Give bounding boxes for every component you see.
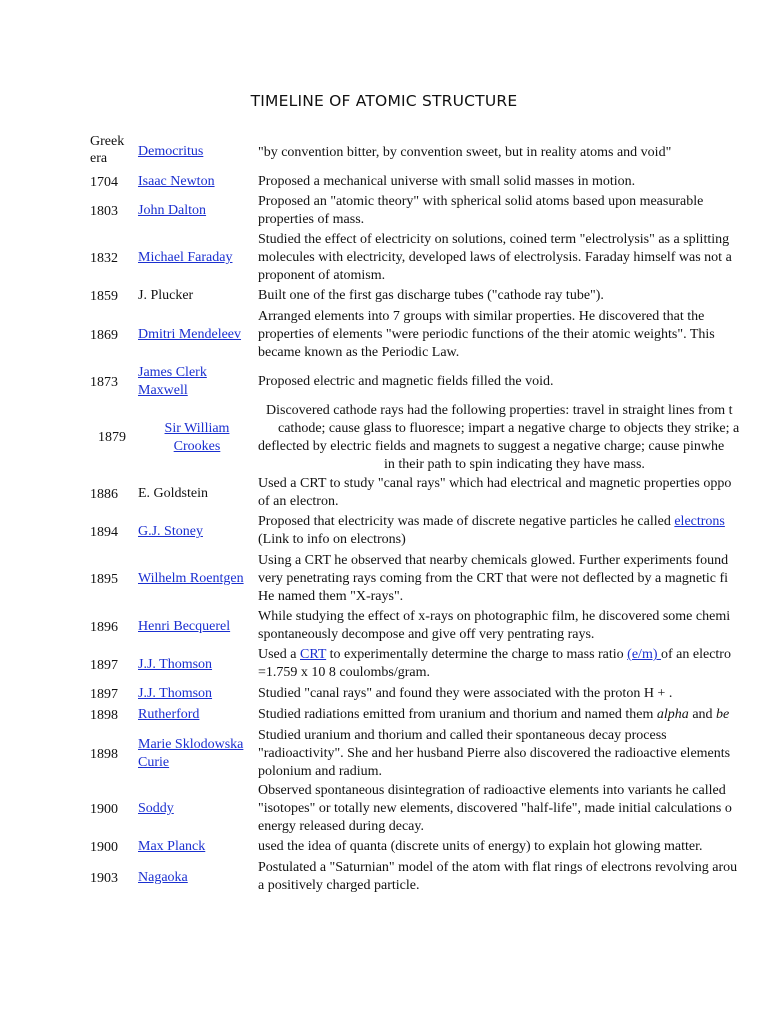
year-label: 1873 (90, 375, 118, 390)
description: Built one of the first gas discharge tubes ("cathode ray tube"). (258, 288, 604, 303)
person-link-marie-curie[interactable]: Marie Sklodowska Curie (138, 737, 244, 770)
year-label: 1900 (90, 802, 118, 817)
year-label: 1898 (90, 747, 118, 762)
description: Used a CRT to experimentally determine the charge to mass ratio (e/m) of an electro =1.759 x 10 8 coulombs/gram. (258, 647, 731, 680)
year-label: 1879 (98, 430, 126, 445)
description: Using a CRT he observed that nearby chemicals glowed. Further experiments found very penetrating rays coming from the CRT that were not deflected by a magnetic fi He named them "X-rays". (258, 553, 729, 604)
description: Studied the effect of electricity on solutions, coined term "electrolysis" as a splitting molecules with electricity, developed laws of electrolysis. Faraday himself was not a proponent of atomism. (258, 232, 732, 283)
year-text: Greek era (90, 134, 125, 166)
description: Studied uranium and thorium and called their spontaneous decay process "radioactivity". She and her husband Pierre also discovered the radioactive elements polonium and radium. (258, 728, 731, 779)
person-link-jj-thomson[interactable]: J.J. Thomson (138, 657, 213, 672)
year-label: 1903 (90, 871, 118, 886)
person-link-sir-william-crookes[interactable]: Sir William Crookes (164, 421, 230, 454)
person-link-soddy[interactable]: Soddy (138, 801, 174, 816)
year-label: 1803 (90, 204, 118, 219)
description: Studied "canal rays" and found they were associated with the proton H + . (258, 686, 673, 701)
description: Arranged elements into 7 groups with similar properties. He discovered that the properties of elements "were periodic functions of the their atomic weights". This became known as the Periodic Law. (258, 309, 715, 360)
e-m-link[interactable]: (e/m) (627, 647, 661, 662)
year-label: 1704 (90, 175, 118, 190)
description: used the idea of quanta (discrete units of energy) to explain hot glowing matter. (258, 839, 703, 854)
year-label: 1898 (90, 708, 118, 723)
description: Observed spontaneous disintegration of radioactive elements into variants he called "isotopes" or totally new elements, discovered "half-life", made initial calculations o energy released during decay. (258, 783, 732, 834)
person-link-dmitri-mendeleev[interactable]: Dmitri Mendeleev (138, 327, 242, 342)
description: Proposed electric and magnetic fields filled the void. (258, 374, 554, 389)
year-label: 1859 (90, 289, 118, 304)
description: Postulated a "Saturnian" model of the atom with flat rings of electrons revolving arou a positively charged particle. (258, 860, 738, 893)
description: While studying the effect of x-rays on photographic film, he discovered some chemi spontaneously decompose and give off very pentrating rays. (258, 609, 731, 642)
year-label: 1886 (90, 487, 118, 502)
description: Proposed that electricity was made of discrete negative particles he called electrons (Link to info on electrons) (258, 514, 725, 547)
year-label (90, 133, 132, 167)
year-label: 1869 (90, 328, 118, 343)
person-link-henri-becquerel[interactable]: Henri Becquerel (138, 619, 231, 634)
person-link-john-dalton[interactable]: John Dalton (138, 203, 207, 218)
year-label: 1894 (90, 525, 118, 540)
person-link-james-clerk-maxwell[interactable]: James Clerk Maxwell (138, 365, 207, 398)
description: Proposed a mechanical universe with small solid masses in motion. (258, 174, 636, 189)
description: "by convention bitter, by convention sweet, but in reality atoms and void" (258, 145, 672, 160)
person-link-gj-stoney[interactable]: G.J. Stoney (138, 524, 203, 539)
person-link-isaac-newton[interactable]: Isaac Newton (138, 174, 215, 189)
description: Studied radiations emitted from uranium and thorium and named them alpha and be (258, 707, 730, 722)
description: Used a CRT to study "canal rays" which had electrical and magnetic properties oppo of an electron. (258, 476, 732, 509)
person-link-rutherford[interactable]: Rutherford (138, 707, 200, 722)
person-name: E. Goldstein (138, 486, 208, 501)
person-link-nagaoka[interactable]: Nagaoka (138, 870, 188, 885)
description: Discovered cathode rays had the following properties: travel in straight lines from t cathode; cause glass to fluoresce; impart a negative charge to objects they strike; a deflected by electric fields and magnets to suggest a negative charge; cause pinwhe in their path to spin indicating they have mass. (258, 403, 740, 472)
crt-link[interactable]: CRT (300, 647, 327, 662)
page-title: TIMELINE OF ATOMIC STRUCTURE (250, 92, 518, 110)
description: Proposed an "atomic theory" with spherical solid atoms based upon measurable properties of mass. (258, 194, 704, 227)
person-link-jj-thomson-2[interactable]: J.J. Thomson (138, 686, 213, 701)
electrons-link[interactable]: electrons (674, 514, 725, 529)
person-link-democritus[interactable]: Democritus (138, 144, 204, 159)
year-label: 1897 (90, 687, 118, 702)
year-label: 1832 (90, 251, 118, 266)
person-link-wilhelm-roentgen[interactable]: Wilhelm Roentgen (138, 571, 244, 586)
person-name: J. Plucker (138, 288, 194, 303)
year-label: 1895 (90, 572, 118, 587)
person-link-max-planck[interactable]: Max Planck (138, 839, 206, 854)
person-link-michael-faraday[interactable]: Michael Faraday (138, 250, 233, 265)
year-label: 1896 (90, 620, 118, 635)
year-label: 1897 (90, 658, 118, 673)
year-label: 1900 (90, 840, 118, 855)
